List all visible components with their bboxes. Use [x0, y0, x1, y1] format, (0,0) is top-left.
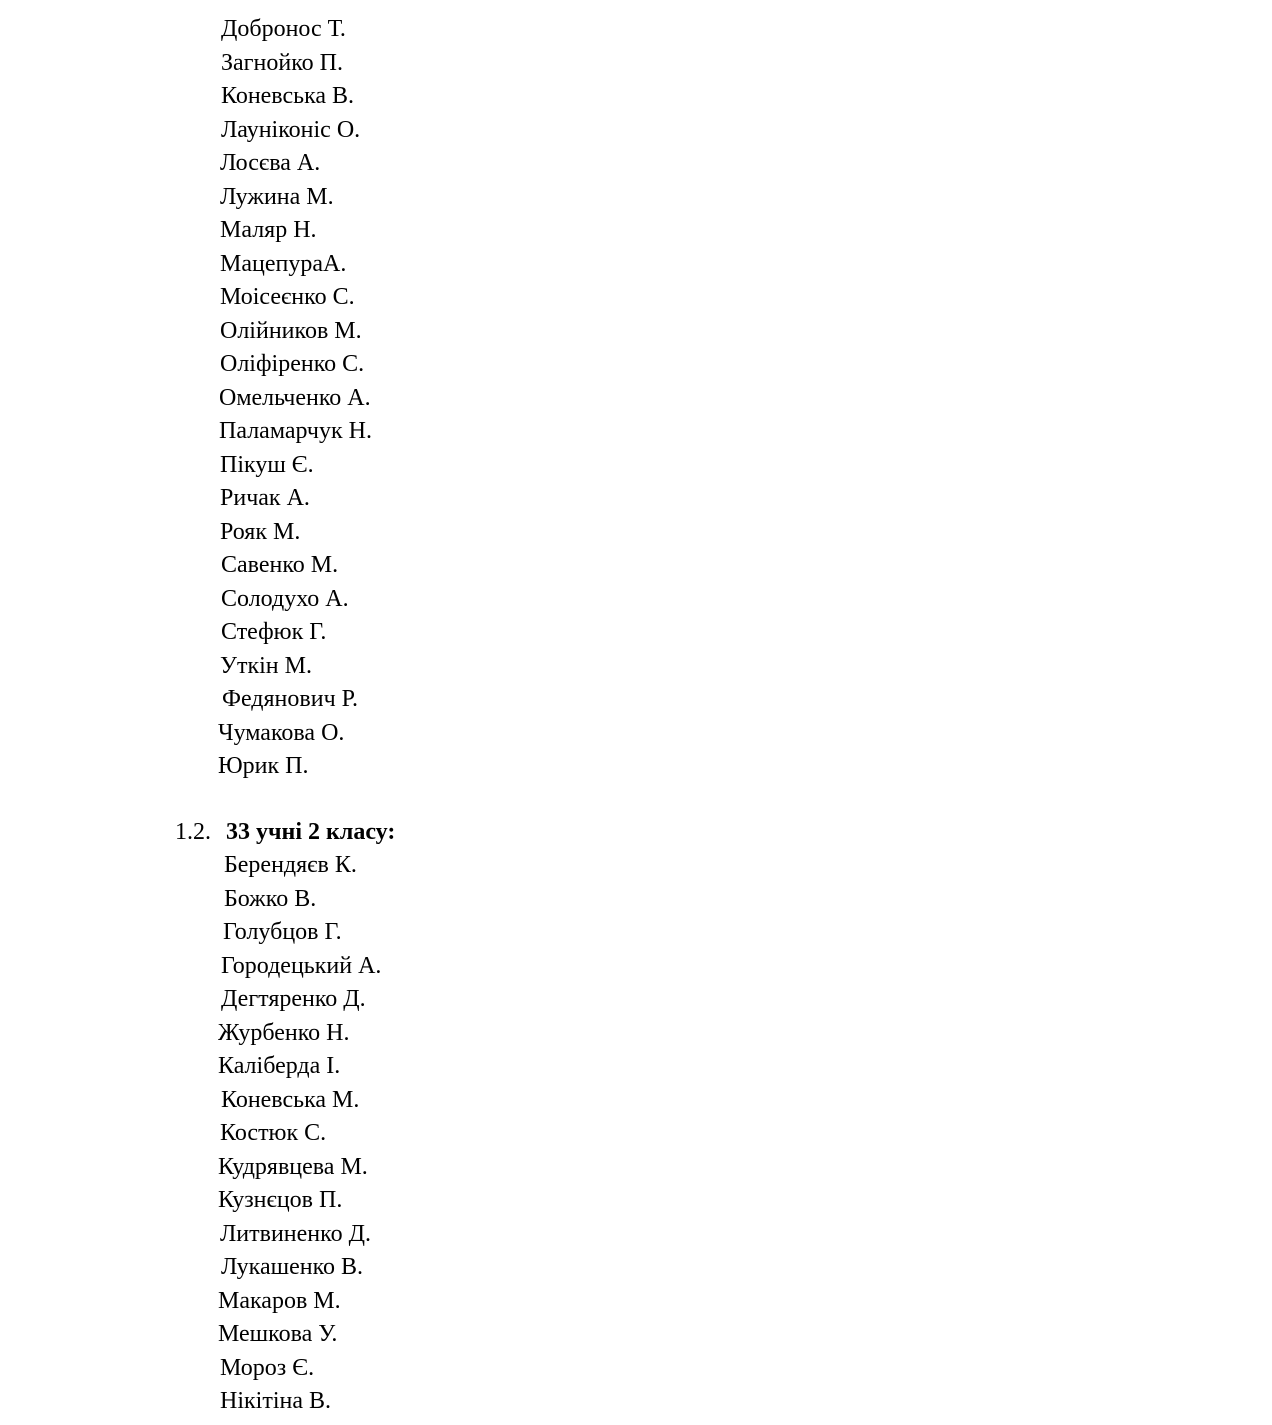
- list-item: Берендяєв К.: [224, 852, 357, 878]
- list-item: Лукашенко В.: [221, 1254, 364, 1280]
- list-item: Стефюк Г.: [221, 619, 327, 645]
- list-item: Лауніконіс О.: [221, 117, 361, 143]
- list-item: Литвиненко Д.: [220, 1221, 371, 1247]
- list-item: Ричак А.: [220, 485, 310, 511]
- list-item: Костюк С.: [220, 1120, 327, 1146]
- list-item: Кудрявцева М.: [218, 1154, 368, 1180]
- list-item: Журбенко Н.: [218, 1020, 350, 1046]
- list-item: Городецький А.: [221, 953, 382, 979]
- list-item: Лужина М.: [220, 184, 334, 210]
- list-item: Савенко М.: [221, 552, 339, 578]
- list-item: Чумакова О.: [218, 720, 345, 746]
- list-item: Нікітіна В.: [220, 1388, 331, 1414]
- list-item: Моісеєнко С.: [220, 284, 355, 310]
- list-item: Кузнєцов П.: [218, 1187, 343, 1213]
- section-title: 33 учні 2 класу:: [226, 819, 396, 845]
- list-item: Федянович Р.: [222, 686, 358, 712]
- list-item: Пікуш Є.: [220, 452, 314, 478]
- list-item: Голубцов Г.: [223, 919, 342, 945]
- list-item: Мороз Є.: [220, 1355, 315, 1381]
- list-item: Коневська В.: [221, 83, 355, 109]
- list-item: Юрик П.: [218, 753, 309, 779]
- list-item: Дегтяренко Д.: [221, 986, 366, 1012]
- list-item: Макаров М.: [218, 1288, 341, 1314]
- list-item: Омельченко А.: [219, 385, 371, 411]
- list-item: Солодухо А.: [221, 586, 349, 612]
- list-item: Коневська М.: [221, 1087, 360, 1113]
- list-item: Добронос Т.: [221, 16, 346, 42]
- list-item: МацепураА.: [220, 251, 347, 277]
- list-item: Рояк М.: [220, 519, 301, 545]
- list-item: Олійников М.: [220, 318, 362, 344]
- list-item: Маляр Н.: [220, 217, 317, 243]
- list-item: Божко В.: [224, 886, 317, 912]
- list-item: Каліберда І.: [218, 1053, 341, 1079]
- list-item: Мешкова У.: [218, 1321, 338, 1347]
- list-item: Лосєва А.: [220, 150, 321, 176]
- list-item: Уткін М.: [220, 653, 312, 679]
- list-item: Оліфіренко С.: [220, 351, 365, 377]
- section-number: 1.2.: [175, 819, 211, 845]
- list-item: Паламарчук Н.: [219, 418, 372, 444]
- list-item: Загнойко П.: [221, 50, 343, 76]
